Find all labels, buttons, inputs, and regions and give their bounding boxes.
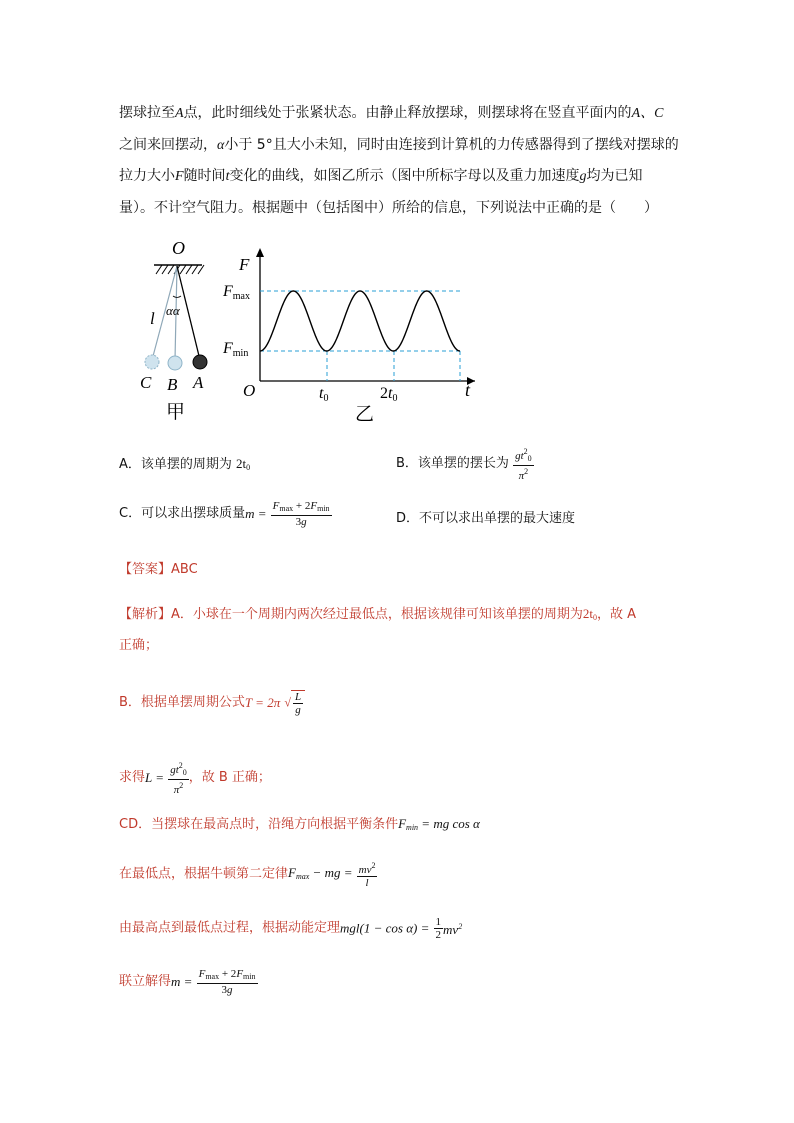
label-o: O: [172, 238, 185, 258]
option-b[interactable]: B．该单摆的摆长为 $\frac{gt^2_0}{\pi^2}$: [396, 447, 532, 482]
label-alpha: αα: [166, 303, 180, 318]
ball-c: [145, 355, 159, 369]
analysis-line-c2: 在最低点，根据牛顿第二定律$F_{max}$ − mg = $\frac{mv^2}{l}$: [119, 861, 376, 889]
label-t0: t0: [319, 385, 329, 404]
answer-line: 【答案】ABC: [119, 562, 198, 577]
label-2t0: 2t0: [380, 385, 398, 404]
force-curve: [260, 291, 460, 351]
sqrt-l-over-g: √ $\frac{L}{g}$: [284, 690, 305, 716]
ball-b: [168, 356, 182, 370]
analysis-line-c4: 联立解得m = $\frac{F_{max} + 2F_{min}}{3g}$: [119, 968, 256, 996]
question-line-1: 摆球拉至A点，此时细线处于张紧状态。由静止释放摆球，则摆球将在竖直平面内的A、C: [119, 105, 664, 121]
analysis-b2-fraction: $\frac{gt^2_0}{\pi^2}$: [170, 761, 187, 796]
symbol-a: A: [175, 106, 184, 121]
ball-a: [193, 355, 207, 369]
label-b: B: [167, 375, 178, 394]
analysis-c2-fraction: $\frac{mv^2}{l}$: [358, 861, 376, 889]
analysis-line-c1: CD．当摆球在最高点时，沿绳方向根据平衡条件$F_{min}$ = mg cos α: [119, 816, 480, 832]
label-origin: O: [243, 381, 256, 400]
label-f-axis: F: [239, 255, 250, 274]
analysis-line-b1: B．根据单摆周期公式T = 2π √ $\frac{L}{g}$: [119, 690, 305, 716]
figure-yi-graph: [215, 240, 485, 425]
label-fmin: Fmin: [223, 340, 249, 359]
analysis-c3-fraction: $\frac{1}{2}$: [435, 916, 442, 941]
caption-yi: 乙: [355, 404, 375, 425]
answer-value: ABC: [171, 562, 198, 577]
symbol-alpha: α: [217, 138, 225, 153]
f-axis-arrow: [256, 248, 264, 257]
label-a: A: [193, 373, 204, 392]
question-line-3: 拉力大小F随时间t变化的曲线，如图乙所示（图中所标字母以及重力加速度g均为已知: [119, 168, 643, 184]
analysis-line-b2: 求得L = $\frac{gt^2_0}{\pi^2}$ ，故 B 正确；: [119, 761, 271, 796]
analysis-line-a1: 【解析】A．小球在一个周期内两次经过最低点，根据该规律可知该单摆的周期为$2t_0$，故 A: [119, 606, 637, 622]
string-a: [177, 266, 200, 360]
option-d[interactable]: D．不可以求出单摆的最大速度: [396, 511, 576, 526]
symbol-ac: A、C: [631, 106, 664, 121]
label-t-axis: t: [465, 380, 471, 400]
label-l: l: [150, 309, 155, 328]
option-b-fraction: $\frac{gt^2_0}{\pi^2}$: [515, 447, 532, 482]
option-c-fraction: $\frac{F_{max} + 2F_{min}}{3g}$: [272, 500, 330, 528]
label-c: C: [140, 373, 152, 392]
ceiling-hatch: [156, 265, 204, 274]
option-c[interactable]: C．可以求出摆球质量m = $\frac{F_{max} + 2F_{min}}{3g}$: [119, 500, 330, 528]
question-line-4: 量）。不计空气阻力。根据题中（包括图中）所给的信息，下列说法中正确的是（ ）: [119, 200, 658, 216]
analysis-c4-fraction: $\frac{F_{max} + 2F_{min}}{3g}$: [198, 968, 256, 996]
question-line-2: 之间来回摆动，α小于 5°且大小未知，同时由连接到计算机的力传感器得到了摆线对摆球的: [119, 137, 679, 153]
option-a[interactable]: A．该单摆的周期为 $2t_0$: [119, 456, 251, 472]
label-fmax: Fmax: [223, 283, 250, 302]
analysis-line-c3: 由最高点到最低点过程，根据动能定理mgl(1 − cos α) = $\frac{1}{2}$ $mv^2$: [119, 916, 463, 941]
caption-jia: 甲: [166, 402, 186, 423]
analysis-line-a2: 正确；: [119, 638, 159, 653]
